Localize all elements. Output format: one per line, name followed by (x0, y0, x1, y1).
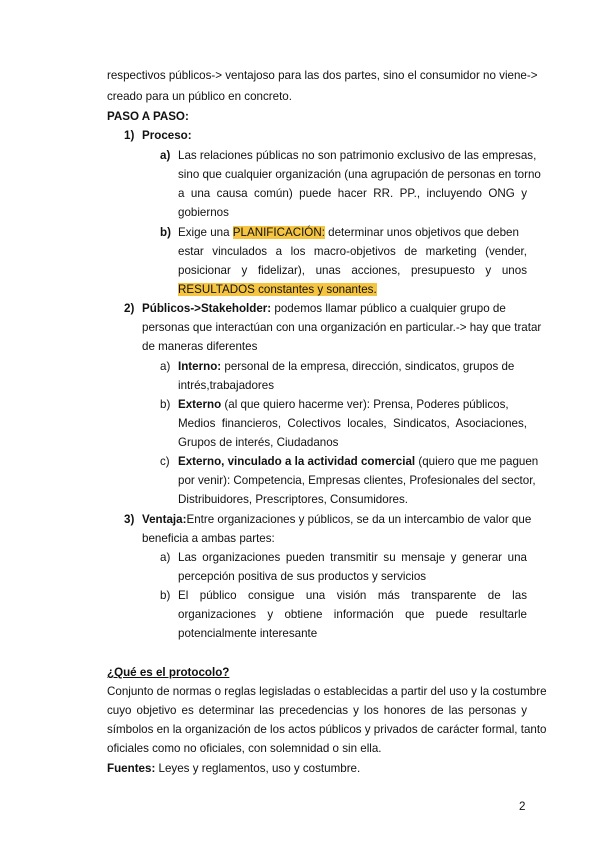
protocolo-line-2: cuyo objetivo es determinar las precedencias y los honores de las personas y (107, 704, 527, 717)
s3-a-line-1: Las organizaciones pueden transmitir su mensaje y generar una (178, 551, 527, 564)
page-number: 2 (519, 800, 526, 813)
s1-a-line-4: gobiernos (178, 206, 229, 219)
s2-c-bold: Externo, vinculado a la actividad comercial (178, 455, 416, 468)
s3-title: Ventaja: (142, 513, 187, 526)
s2-line-1-rest: podemos llamar público a cualquier grupo de (271, 302, 506, 315)
s2-line-2: personas que interactúan con una organización en particular.-> hay que tratar (142, 321, 542, 334)
s2-b-rest: (al que quiero hacerme ver): Prensa, Poderes públicos, (221, 398, 509, 411)
s1-a-marker: a) (160, 149, 171, 162)
s1-b-line-4 (178, 283, 377, 297)
s2-b-marker: b) (160, 398, 171, 411)
s2-c-rest: (quiero que me paguen (415, 455, 539, 468)
s1-b-line-1 (178, 226, 519, 240)
s2-a-bold: Interno: (178, 360, 222, 373)
s2-line-1 (142, 302, 506, 316)
s2-title: Públicos->Stakeholder: (142, 302, 272, 315)
section-heading: PASO A PASO: (107, 110, 189, 123)
protocolo-line-1: Conjunto de normas o reglas legisladas o establecidas a partir del uso y la costumbre (107, 685, 547, 698)
s2-b-line-3: Grupos de interés, Ciudadanos (178, 436, 339, 449)
s1-a-line-3: a una causa común) puede hacer RR. PP., incluyendo ONG y (178, 187, 527, 200)
s1-b-marker: b) (160, 226, 171, 239)
s2-number: 2) (124, 302, 135, 315)
s2-c-line-1 (178, 455, 538, 469)
protocolo-title: ¿Qué es el protocolo? (107, 666, 230, 679)
protocolo-line-3: símbolos en la organización de los actos públicos y privados de carácter formal, tanto (107, 723, 547, 736)
s3-a-marker: a) (160, 551, 171, 564)
fuentes-line (107, 762, 360, 776)
s2-line-3: de maneras diferentes (142, 340, 258, 353)
resultados-highlight: RESULTADOS constantes y sonantes. (178, 283, 377, 296)
intro-line-2: creado para un público en concreto. (107, 90, 292, 103)
fuentes-label: Fuentes: (107, 762, 156, 775)
s3-b-marker: b) (160, 589, 171, 602)
s1-title: Proceso: (142, 129, 192, 142)
fuentes-text: Leyes y reglamentos, uso y costumbre. (155, 762, 361, 775)
s1-b-line-2: estar vinculados a los macro-objetivos de marketing (vender, (178, 245, 527, 258)
s3-a-line-2: percepción positiva de sus productos y servicios (178, 570, 427, 583)
s1-a-line-2: sino que cualquier organización (una agrupación de personas en torno (178, 168, 541, 181)
s3-b-line-3: potencialmente interesante (178, 627, 318, 640)
s1-b-line-3: posicionar y fidelizar), unas acciones, presupuesto y unos (178, 264, 527, 277)
planificacion-highlight: PLANIFICACIÓN: (232, 226, 325, 239)
s1-a-text-1: Las relaciones públicas no son patrimonio exclusivo de las empresas, (178, 149, 537, 162)
s2-a-rest: personal de la empresa, dirección, sindicatos, grupos de (221, 360, 515, 373)
s3-line-2: beneficia a ambas partes: (142, 532, 275, 545)
s3-b-line-2: organizaciones y obtiene información que puede resultarle (178, 608, 527, 621)
s2-b-line-2: Medios financieros, Colectivos locales, Sindicatos, Asociaciones, (178, 417, 527, 430)
s3-b-line-1: El público consigue una visión más transparente de las (178, 589, 527, 602)
protocolo-line-4: oficiales como no oficiales, con solemnidad o sin ella. (107, 742, 382, 755)
s2-c-line-2: por venir): Competencia, Empresas clientes, Profesionales del sector, (178, 474, 536, 487)
s2-b-line-1 (178, 398, 509, 412)
s2-a-line-1 (178, 360, 514, 374)
s3-number: 3) (124, 513, 135, 526)
s2-c-marker: c) (160, 455, 170, 468)
intro-line-1: respectivos públicos-> ventajoso para las dos partes, sino el consumidor no viene-> (107, 69, 538, 82)
s2-a-line-2: intrés,trabajadores (178, 379, 275, 392)
s2-c-line-3: Distribuidores, Prescriptores, Consumidores. (178, 493, 409, 506)
s3-line-1 (142, 513, 531, 527)
s1-b-pre: Exige una (178, 226, 233, 239)
s1-number: 1) (124, 129, 135, 142)
s1-b-post: determinar unos objetivos que deben (324, 226, 519, 239)
s2-a-marker: a) (160, 360, 171, 373)
s3-line-1-rest: Entre organizaciones y públicos, se da un intercambio de valor que (186, 513, 532, 526)
s1-a-line-1 (178, 149, 537, 163)
s2-b-bold: Externo (178, 398, 222, 411)
